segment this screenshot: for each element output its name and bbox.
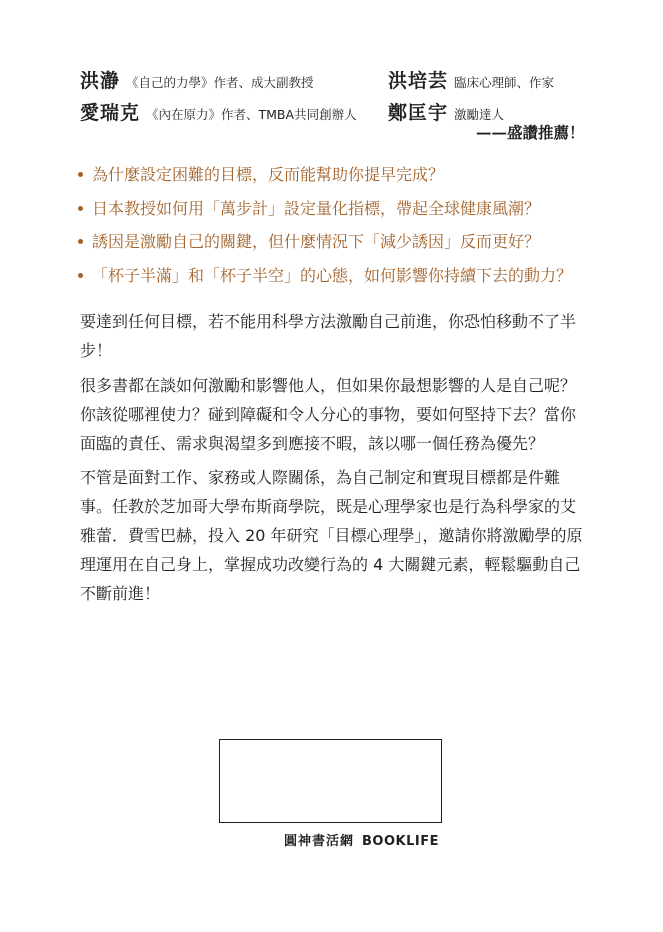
publisher-chinese-name: 圓神書活網 [284, 834, 355, 849]
body-paragraph-3: 不管是面對工作、家務或人際關係，為自己制定和實現目標都是件難事。任教於芝加哥大學布斯商學院，既是心理學家也是行為科學家的艾雅蕾．費雪巴赫，投入 20 年研究「目標心理學」，邀請你將激勵學的原理運用在自己身上，掌握成功改變行為的 4 大關鍵元素，輕鬆驅動自己不斷前進！ [80, 468, 583, 603]
body-paragraph-2: 很多書都在談如何激勵和影響他人，但如果你最想影響的人是自己呢？你該從哪裡使力？碰到障礙和令人分心的事物，要如何堅持下去？當你面臨的責任、需求與渴望多到應接不暇，該以哪一個任務為優先？ [80, 376, 577, 453]
barcode-placeholder-box [219, 739, 442, 823]
endorser-name: 愛瑞克 [80, 102, 141, 124]
question-item: 為什麼設定困難的目標，反而能幫助你提早完成？ [78, 160, 572, 194]
question-item: 誘因是激勵自己的關鍵，但什麼情況下「減少誘因」反而更好？ [78, 227, 572, 261]
endorser-role: 激勵達人 [454, 107, 505, 122]
endorser-name: 鄭匡宇 [388, 102, 449, 124]
praise-line: ——盛讚推薦！ [476, 123, 585, 142]
publisher-logo [284, 830, 439, 849]
endorser-name: 洪瀞 [80, 70, 121, 92]
publisher-english-name: BOOKLIFE [362, 834, 439, 849]
endorsement-1 [80, 66, 314, 93]
question-item: 「杯子半滿」和「杯子半空」的心態，如何影響你持續下去的動力？ [78, 261, 572, 295]
body-paragraph-1: 要達到任何目標，若不能用科學方法激勵自己前進，你恐怕移動不了半步！ [80, 312, 577, 360]
endorsement-2 [388, 66, 554, 93]
endorsement-3 [80, 98, 357, 125]
question-list [78, 160, 572, 294]
endorser-name: 洪培芸 [388, 70, 449, 92]
endorser-role: 《內在原力》作者、TMBA共同創辦人 [146, 107, 357, 122]
question-item: 日本教授如何用「萬步計」設定量化指標，帶起全球健康風潮？ [78, 194, 572, 228]
endorser-role: 《自己的力學》作者、成大副教授 [126, 75, 314, 90]
endorser-role: 臨床心理師、作家 [454, 75, 555, 90]
